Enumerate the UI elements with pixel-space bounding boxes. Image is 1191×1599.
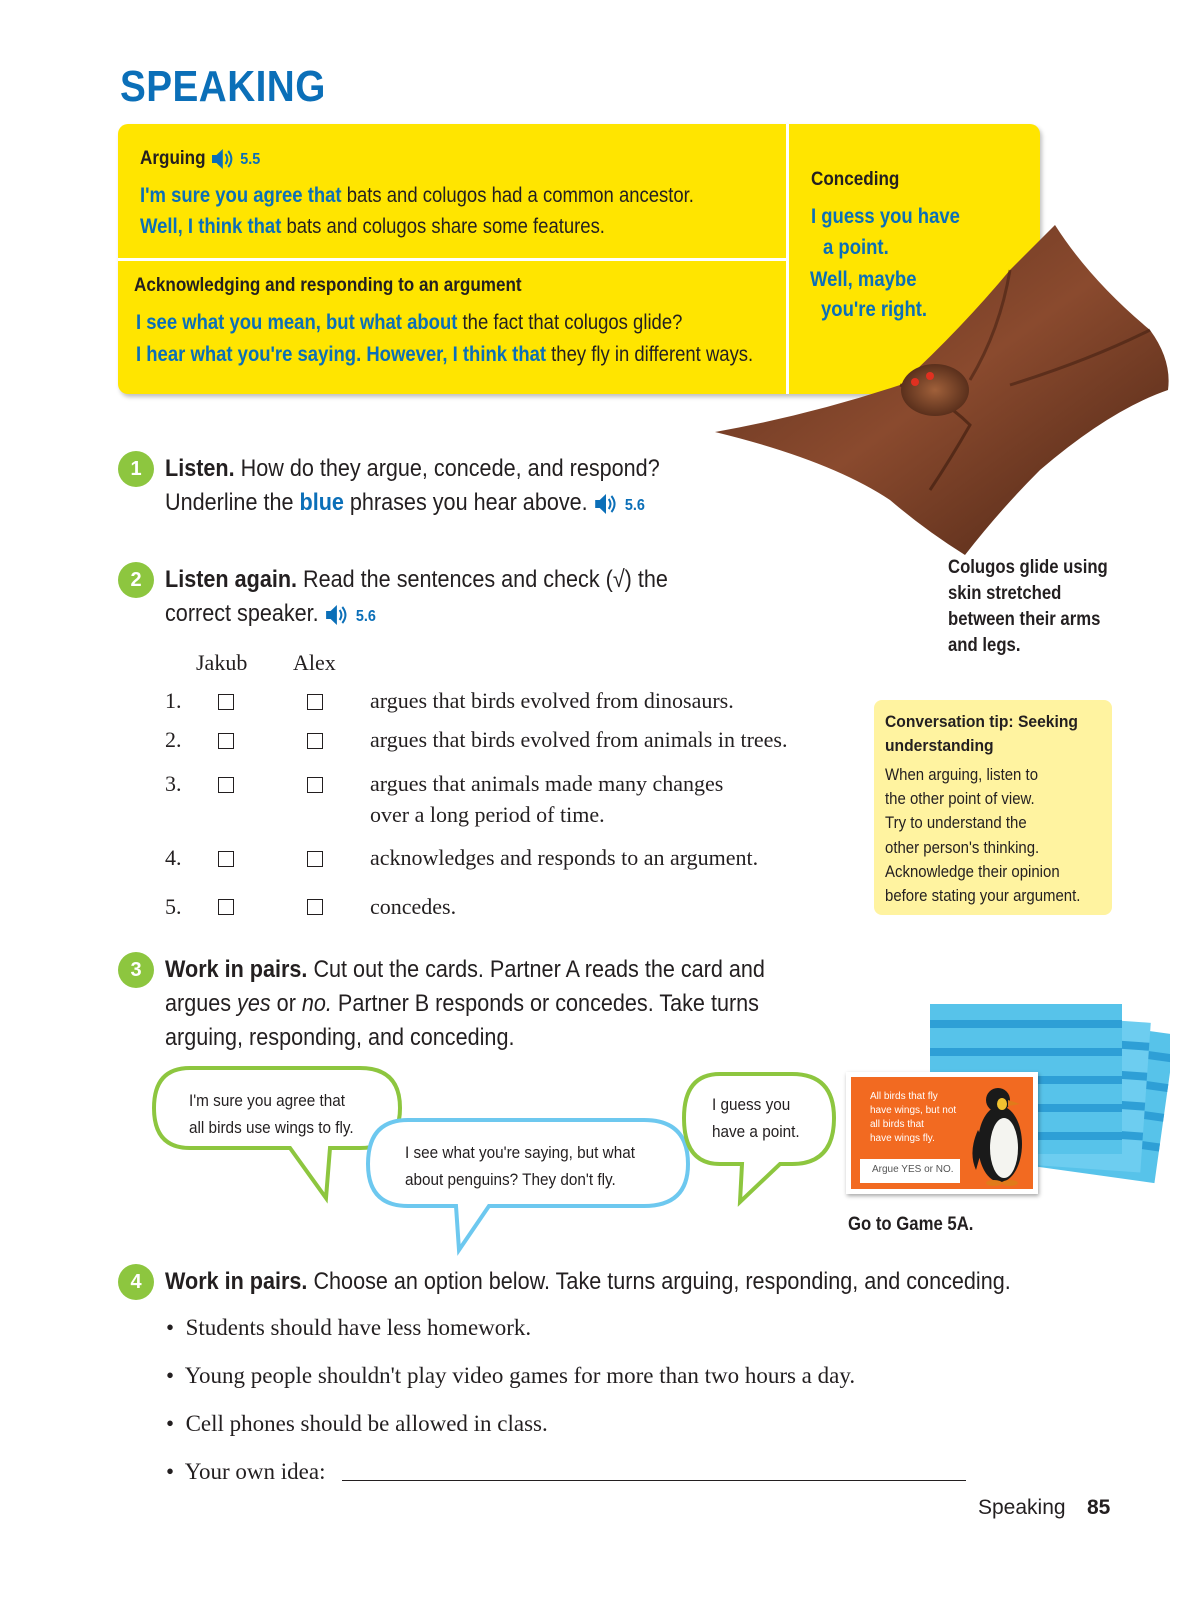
checkbox-alex[interactable]: [307, 777, 323, 793]
speech-bubble-green-2: I guess you have a point.: [712, 1095, 800, 1141]
game-card-footer: Argue YES or NO.: [872, 1164, 954, 1175]
arguing-line: Well, I think that bats and colugos share some features.: [140, 215, 605, 238]
game-card[interactable]: [846, 1072, 1038, 1194]
penguin-icon: [964, 1080, 1030, 1188]
acknowledging-line: I see what you mean, but what about the fact that colugos glide?: [136, 311, 683, 334]
activity2-instructions: Listen again. Read the sentences and check (√) the correct speaker. 5.6: [165, 566, 668, 627]
item-number: 3.: [165, 771, 182, 796]
photo-caption: Colugos glide using skin stretched between their arms and legs.: [948, 557, 1108, 656]
item-number: 1.: [165, 688, 182, 713]
checkbox-alex[interactable]: [307, 694, 323, 710]
conceding-heading: Conceding: [811, 169, 900, 190]
answer-line[interactable]: [342, 1480, 966, 1481]
item-number: 5.: [165, 894, 182, 919]
conceding-line: you're right.: [821, 298, 928, 321]
acknowledging-heading: Acknowledging and responding to an argument: [134, 275, 522, 296]
activity-number: 1: [118, 451, 154, 487]
list-item: • Students should have less homework.: [166, 1315, 532, 1340]
tip-heading: Conversation tip: Seeking understanding: [885, 712, 1078, 755]
arguing-heading: Arguing 5.5: [140, 148, 261, 170]
colugo-image: [710, 210, 1180, 570]
game-link[interactable]: Go to Game 5A.: [848, 1214, 974, 1235]
item-text: acknowledges and responds to an argument.: [370, 845, 759, 870]
audio-speaker-icon[interactable]: [325, 604, 350, 626]
footer-section-label: Speaking: [978, 1496, 1066, 1519]
audio-speaker-icon[interactable]: [594, 493, 619, 515]
conceding-line: I guess you have: [811, 205, 960, 228]
audio-ref: 5.6: [624, 497, 645, 514]
checkbox-jakub[interactable]: [218, 733, 234, 749]
item-text-continued: over a long period of time.: [370, 802, 605, 827]
checkbox-jakub[interactable]: [218, 899, 234, 915]
acknowledging-line: I hear what you're saying. However, I think that they fly in different ways.: [136, 343, 754, 366]
column-header-jakub: Jakub: [196, 650, 248, 675]
list-item: • Your own idea:: [166, 1459, 326, 1484]
item-text: argues that birds evolved from dinosaurs.: [370, 688, 734, 713]
activity-number: 4: [118, 1264, 154, 1300]
conceding-line: Well, maybe: [810, 268, 917, 291]
page-number: 85: [1087, 1496, 1111, 1519]
activity3-instructions: Work in pairs. Cut out the cards. Partner A reads the card and argues yes or no. Partner B responds or concedes. Take turns arguing, responding, and conceding.: [165, 956, 765, 1051]
activity-number: 2: [118, 562, 154, 598]
arguing-line: I'm sure you agree that bats and colugos had a common ancestor.: [140, 184, 694, 207]
box-divider-horizontal: [118, 258, 786, 261]
checkbox-jakub[interactable]: [218, 777, 234, 793]
audio-ref: 5.6: [355, 608, 376, 625]
speech-bubble-green-1: I'm sure you agree that all birds use wings to fly.: [189, 1091, 354, 1137]
activity1-instructions: Listen. How do they argue, concede, and respond? Underline the blue phrases you hear above. 5.6: [165, 455, 660, 516]
item-text: argues that animals made many changes: [370, 771, 724, 796]
list-item: • Cell phones should be allowed in class.: [166, 1411, 548, 1436]
game-card-text: All birds that fly have wings, but not all birds that have wings fly.: [870, 1091, 957, 1144]
tip-body: When arguing, listen to the other point of view. Try to understand the other person's thinking. Acknowledge their opinion before stating your argument.: [885, 765, 1081, 906]
speech-bubble-blue: I see what you're saying, but what about penguins? They don't fly.: [405, 1143, 636, 1189]
checkbox-jakub[interactable]: [218, 694, 234, 710]
conversation-tip: [874, 700, 1112, 915]
audio-speaker-icon[interactable]: [210, 148, 235, 170]
activity-number: 3: [118, 952, 154, 988]
item-text: argues that birds evolved from animals in trees.: [370, 727, 788, 752]
activity4-instructions: Work in pairs. Choose an option below. Take turns arguing, responding, and conceding.: [165, 1268, 1011, 1295]
checkbox-jakub[interactable]: [218, 851, 234, 867]
item-number: 4.: [165, 845, 182, 870]
checkbox-alex[interactable]: [307, 733, 323, 749]
checkbox-alex[interactable]: [307, 851, 323, 867]
conceding-line: a point.: [823, 236, 889, 259]
checkbox-alex[interactable]: [307, 899, 323, 915]
page-title: SPEAKING: [120, 62, 326, 111]
item-text: concedes.: [370, 894, 457, 919]
audio-ref: 5.5: [240, 151, 261, 169]
item-number: 2.: [165, 727, 182, 752]
column-header-alex: Alex: [293, 650, 336, 675]
list-item: • Young people shouldn't play video games for more than two hours a day.: [166, 1363, 856, 1388]
